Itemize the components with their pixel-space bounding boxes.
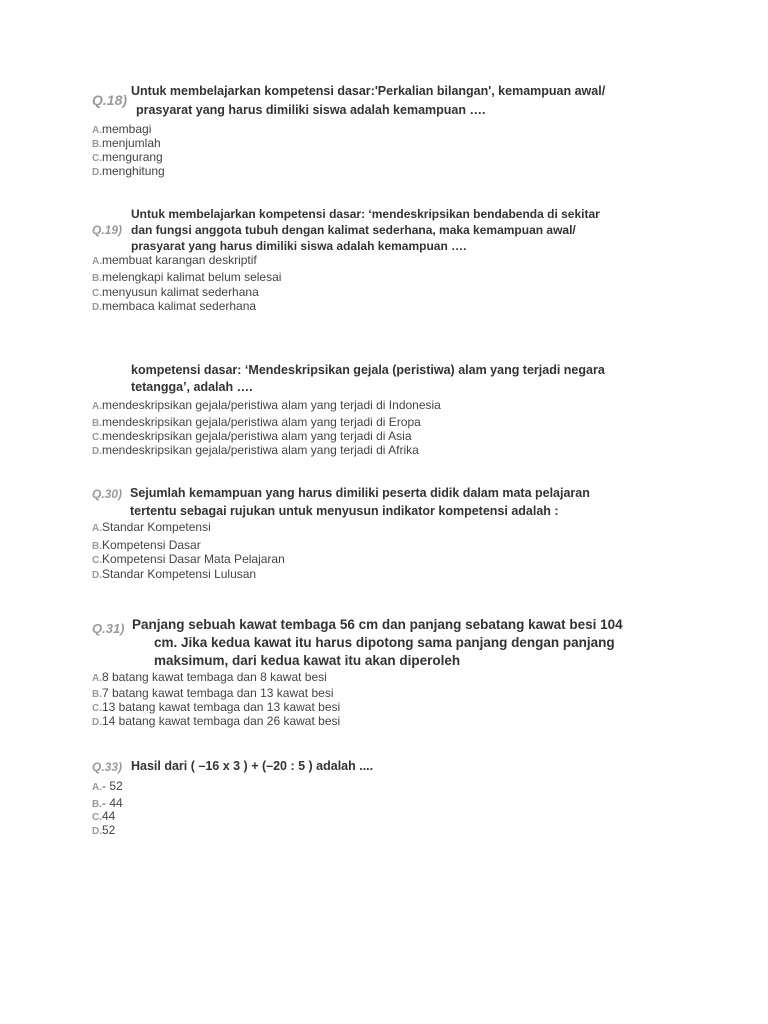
question-text-line: prasyarat yang harus dimiliki siswa adalah kemampuan …. bbox=[131, 239, 467, 253]
question-text-line: cm. Jika kedua kawat itu harus dipotong sama panjang dengan panjang bbox=[154, 635, 615, 650]
question-text-line: tertentu sebagai rujukan untuk menyusun indikator kompetensi adalah : bbox=[130, 504, 559, 518]
option-c[interactable]: C.Kompetensi Dasar Mata Pelajaran bbox=[92, 552, 285, 566]
question-text-line: kompetensi dasar: ‘Mendeskripsikan gejala (peristiwa) alam yang terjadi negara bbox=[131, 363, 605, 377]
question-text-line: maksimum, dari kedua kawat itu akan diperoleh bbox=[154, 653, 461, 668]
option-b[interactable]: B.7 batang kawat tembaga dan 13 kawat besi bbox=[92, 686, 334, 700]
question-number: Q.31) bbox=[92, 621, 125, 636]
option-b[interactable]: B.- 44 bbox=[92, 796, 123, 810]
question-text-line: tetangga’, adalah …. bbox=[131, 380, 253, 394]
option-d[interactable]: D.Standar Kompetensi Lulusan bbox=[92, 567, 257, 581]
option-a[interactable]: A.8 batang kawat tembaga dan 8 kawat besi bbox=[92, 670, 327, 684]
option-b[interactable]: B.mendeskripsikan gejala/peristiwa alam yang terjadi di Eropa bbox=[92, 415, 421, 429]
question-text-line: dan fungsi anggota tubuh dengan kalimat sederhana, maka kemampuan awal/ bbox=[131, 223, 576, 237]
question-text-line: Sejumlah kemampuan yang harus dimiliki peserta didik dalam mata pelajaran bbox=[130, 486, 590, 500]
question-number: Q.33) bbox=[92, 760, 123, 774]
question-text-line: Panjang sebuah kawat tembaga 56 cm dan panjang sebatang kawat besi 104 bbox=[132, 617, 623, 632]
option-c[interactable]: C.44 bbox=[92, 809, 116, 823]
question-text-line: Hasil dari ( –16 x 3 ) + (–20 : 5 ) adalah .... bbox=[131, 759, 374, 773]
question-number: Q.30) bbox=[92, 487, 123, 501]
question-text-line: prasyarat yang harus dimiliki siswa adalah kemampuan …. bbox=[136, 103, 486, 117]
option-c[interactable]: C.mengurang bbox=[92, 150, 163, 164]
option-b[interactable]: B.Kompetensi Dasar bbox=[92, 538, 201, 552]
option-a[interactable]: A.- 52 bbox=[92, 779, 123, 793]
option-b[interactable]: B.melengkapi kalimat belum selesai bbox=[92, 270, 282, 284]
question-number: Q.18) bbox=[92, 92, 128, 108]
option-a[interactable]: A.Standar Kompetensi bbox=[92, 520, 211, 534]
option-d[interactable]: D.mendeskripsikan gejala/peristiwa alam yang terjadi di Afrika bbox=[92, 443, 419, 457]
option-a[interactable]: A.membagi bbox=[92, 122, 152, 136]
option-d[interactable]: D.52 bbox=[92, 823, 116, 837]
question-text-line: Untuk membelajarkan kompetensi dasar:'Perkalian bilangan', kemampuan awal/ bbox=[131, 84, 606, 98]
question-text-line: Untuk membelajarkan kompetensi dasar: ‘mendeskripsikan bendabenda di sekitar bbox=[131, 207, 600, 221]
option-a[interactable]: A.mendeskripsikan gejala/peristiwa alam yang terjadi di Indonesia bbox=[92, 398, 441, 412]
option-d[interactable]: D.14 batang kawat tembaga dan 26 kawat besi bbox=[92, 714, 341, 728]
option-b[interactable]: B.menjumlah bbox=[92, 136, 161, 150]
option-d[interactable]: D.membaca kalimat sederhana bbox=[92, 299, 257, 313]
option-a[interactable]: A.membuat karangan deskriptif bbox=[92, 253, 257, 267]
option-c[interactable]: C.menyusun kalimat sederhana bbox=[92, 285, 259, 299]
option-c[interactable]: C.mendeskripsikan gejala/peristiwa alam yang terjadi di Asia bbox=[92, 429, 412, 443]
question-number: Q.19) bbox=[92, 223, 123, 237]
option-d[interactable]: D.menghitung bbox=[92, 164, 165, 178]
option-c[interactable]: C.13 batang kawat tembaga dan 13 kawat besi bbox=[92, 700, 341, 714]
